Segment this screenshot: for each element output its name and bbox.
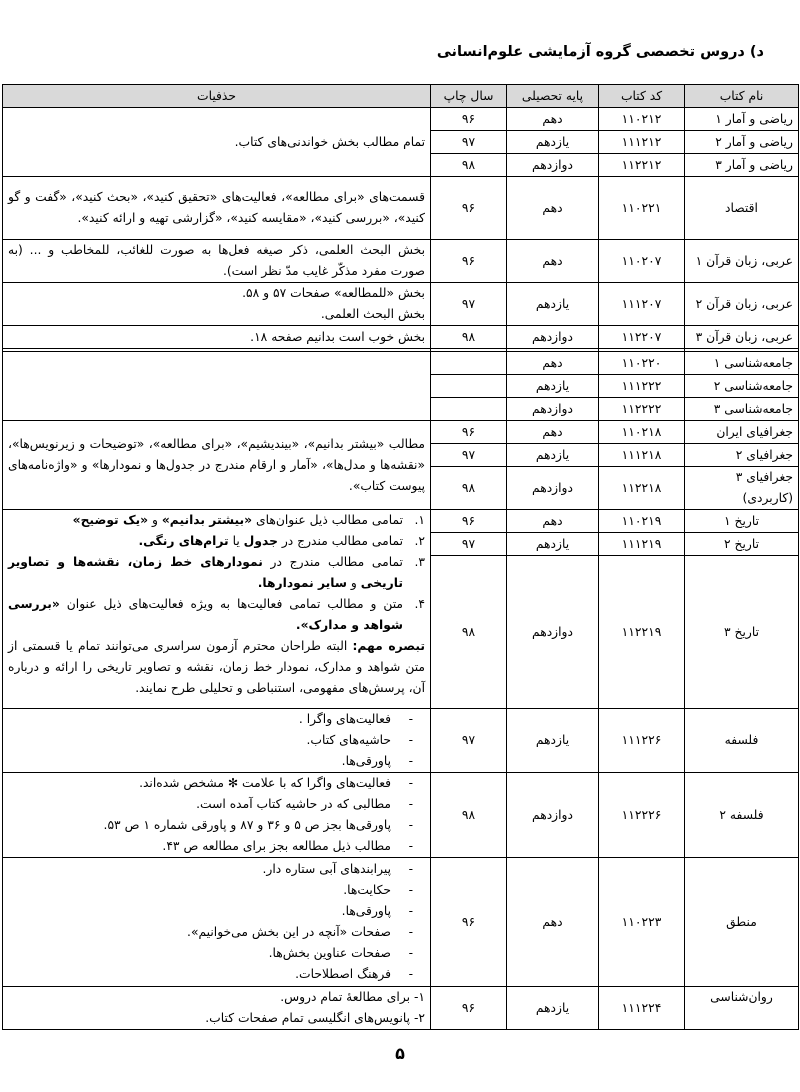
book-name: تاریخ ۲	[685, 533, 799, 556]
table-row	[3, 421, 799, 444]
book-code: ۱۱۰۲۱۲	[599, 108, 685, 131]
book-code: ۱۱۰۲۲۳	[599, 858, 685, 987]
table-row	[3, 987, 799, 1030]
book-name: فلسفه	[685, 709, 799, 773]
book-code: ۱۱۰۲۲۱	[599, 177, 685, 240]
table-row	[3, 510, 799, 533]
list-item: تمامی مطالب مندرج در جدول یا ترام‌های رنگی.	[138, 534, 403, 548]
book-name: جغرافیای ۲	[685, 444, 799, 467]
deletions-cell: بخش خوب است بدانیم صفحه ۱۸.	[3, 326, 431, 349]
deletions-cell	[3, 987, 431, 1030]
deletions-cell	[3, 352, 431, 421]
deletions-cell	[3, 283, 431, 326]
deletion-list	[8, 773, 425, 857]
header-book-name: نام کتاب	[685, 85, 799, 108]
list-item: - پاورقی‌ها.	[8, 751, 391, 772]
grade: دوازدهم	[507, 154, 599, 177]
deletions-cell: مطالب «بیشتر بدانیم»، «بیندیشیم»، «برای مطالعه»، «توضیحات و زیرنویس‌ها»، «نقشه‌ها و مدل‌ها»، «آمار و ارقام مندرج در جدول‌ها و نمودارها» و «واژه‌نامه‌های پیوست کتاب».	[3, 421, 431, 510]
print-year	[431, 352, 507, 375]
deletion-line: بخش «للمطالعه» صفحات ۵۷ و ۵۸.	[242, 286, 425, 300]
deletions-cell	[3, 709, 431, 773]
book-name: فلسفه ۲	[685, 773, 799, 858]
book-code: ۱۱۲۲۱۹	[599, 556, 685, 709]
book-name: عربی، زبان قرآن ۱	[685, 240, 799, 283]
print-year: ۹۷	[431, 533, 507, 556]
list-item: - صفحات عناوین بخش‌ها.	[8, 943, 391, 964]
print-year: ۹۸	[431, 556, 507, 709]
grade: یازدهم	[507, 283, 599, 326]
print-year	[431, 375, 507, 398]
print-year: ۹۶	[431, 421, 507, 444]
book-code: ۱۱۱۲۲۲	[599, 375, 685, 398]
section-title: د) دروس تخصصی گروه آزمایشی علوم‌انسانی	[436, 44, 764, 60]
header-print-year: سال چاپ	[431, 85, 507, 108]
book-name: اقتصاد	[685, 177, 799, 240]
grade: یازدهم	[507, 444, 599, 467]
grade: دهم	[507, 108, 599, 131]
book-code: ۱۱۱۲۱۲	[599, 131, 685, 154]
book-name: جغرافیای ایران	[685, 421, 799, 444]
print-year: ۹۷	[431, 709, 507, 773]
deletion-line: بخش البحث العلمی.	[320, 307, 425, 321]
list-item: - فعالیت‌های واگرا که با علامت ✻ مشخص شده‌اند.	[8, 773, 391, 794]
book-code: ۱۱۱۲۱۸	[599, 444, 685, 467]
print-year: ۹۶	[431, 987, 507, 1030]
book-code: ۱۱۱۲۲۶	[599, 709, 685, 773]
deletions-cell	[3, 773, 431, 858]
book-code: ۱۱۲۲۰۷	[599, 326, 685, 349]
list-item: - صفحات «آنچه در این بخش می‌خوانیم».	[8, 922, 391, 943]
book-code: ۱۱۲۲۲۲	[599, 398, 685, 421]
list-item: - مطالب ذیل مطالعه بجز برای مطالعه ص ۴۳.	[8, 836, 391, 857]
table-row	[3, 773, 799, 858]
list-item: - حاشیه‌های کتاب.	[8, 730, 391, 751]
book-name: منطق	[685, 858, 799, 987]
deletion-line: ۱- برای مطالعهٔ تمام دروس.	[280, 990, 425, 1004]
book-code: ۱۱۱۲۱۹	[599, 533, 685, 556]
print-year: ۹۶	[431, 240, 507, 283]
deletion-line: ۲- پانویس‌های انگلیسی تمام صفحات کتاب.	[205, 1011, 425, 1025]
book-name: تاریخ ۱	[685, 510, 799, 533]
deletions-table	[2, 84, 799, 1030]
book-code: ۱۱۱۲۰۷	[599, 283, 685, 326]
print-year: ۹۶	[431, 177, 507, 240]
important-note: تبصره مهم: البته طراحان محترم آزمون سراسری می‌توانند تمام یا قسمتی از متن شواهد و مدارک، نمودار خط زمان، نقشه و تصاویر تاریخی را ارائه و درباره آن، پرسش‌های مفهومی، استنباطی و تحلیلی طرح نمایند.	[8, 639, 425, 695]
book-name: جغرافیای ۳ (کاربردی)	[685, 467, 799, 510]
grade: دهم	[507, 858, 599, 987]
book-name: عربی، زبان قرآن ۲	[685, 283, 799, 326]
book-name: جامعه‌شناسی ۱	[685, 352, 799, 375]
deletions-cell	[3, 858, 431, 987]
table-row	[3, 352, 799, 375]
table-row	[3, 240, 799, 283]
list-item: - پاورقی‌ها بجز ص ۵ و ۳۶ و ۸۷ و پاورقی شماره ۱ ص ۵۳.	[8, 815, 391, 836]
grade: یازدهم	[507, 987, 599, 1030]
header-deletions: حذفیات	[3, 85, 431, 108]
book-code: ۱۱۱۲۲۴	[599, 987, 685, 1030]
deletions-cell: تمام مطالب بخش خواندنی‌های کتاب.	[3, 108, 431, 177]
print-year: ۹۸	[431, 773, 507, 858]
grade: دهم	[507, 510, 599, 533]
book-code: ۱۱۰۲۰۷	[599, 240, 685, 283]
list-item: تمامی مطالب مندرج در نمودارهای خط زمان، نقشه‌ها و تصاویر تاریخی و سایر نمودارها.	[8, 555, 403, 590]
book-code: ۱۱۰۲۱۸	[599, 421, 685, 444]
note-label: تبصره مهم:	[352, 639, 425, 653]
print-year	[431, 398, 507, 421]
grade: دوازدهم	[507, 773, 599, 858]
book-name: ریاضی و آمار ۱	[685, 108, 799, 131]
deletion-list	[8, 859, 425, 985]
print-year: ۹۷	[431, 444, 507, 467]
list-item: - پیرابندهای آبی ستاره دار.	[8, 859, 391, 880]
deletions-cell: بخش البحث العلمی، ذکر صیغه فعل‌ها به صورت للغائب، للمخاطب و ... (به صورت مفرد مذکّر غایب مدّ نظر است).	[3, 240, 431, 283]
print-year: ۹۷	[431, 131, 507, 154]
grade: دوازدهم	[507, 326, 599, 349]
tarikh-deletion-list	[8, 510, 425, 636]
grade: یازدهم	[507, 375, 599, 398]
deletions-cell: قسمت‌های «برای مطالعه»، فعالیت‌های «تحقیق کنید»، «بحث کنید»، «گفت و گو کنید»، «بررسی کنید»، «مقایسه کنید»، «گزارشی تهیه و ارائه کنید».	[3, 177, 431, 240]
book-name: تاریخ ۳	[685, 556, 799, 709]
book-code: ۱۱۲۲۱۲	[599, 154, 685, 177]
book-code: ۱۱۰۲۱۹	[599, 510, 685, 533]
grade: دهم	[507, 177, 599, 240]
table-row	[3, 858, 799, 987]
table-row	[3, 177, 799, 240]
page-number: ۵	[395, 1044, 405, 1063]
grade: دهم	[507, 240, 599, 283]
list-item: متن و مطالب تمامی فعالیت‌ها به ویژه فعالیت‌های ذیل عنوان «بررسی شواهد و مدارک».	[8, 597, 403, 632]
print-year: ۹۸	[431, 467, 507, 510]
book-name: ریاضی و آمار ۳	[685, 154, 799, 177]
list-item: - فرهنگ اصطلاحات.	[8, 964, 391, 985]
print-year: ۹۷	[431, 283, 507, 326]
table-row	[3, 326, 799, 349]
list-item: تمامی مطالب ذیل عنوان‌های «بیشتر بدانیم» و «یک توضیح»	[72, 513, 403, 527]
grade: دوازدهم	[507, 556, 599, 709]
book-name: روان‌شناسی	[685, 987, 799, 1030]
table-row	[3, 709, 799, 773]
book-name: ریاضی و آمار ۲	[685, 131, 799, 154]
grade: دوازدهم	[507, 398, 599, 421]
print-year: ۹۶	[431, 108, 507, 131]
grade: یازدهم	[507, 533, 599, 556]
deletion-list	[8, 709, 425, 772]
book-name: عربی، زبان قرآن ۳	[685, 326, 799, 349]
table-row	[3, 283, 799, 326]
grade: دهم	[507, 352, 599, 375]
book-code: ۱۱۰۲۲۰	[599, 352, 685, 375]
list-item: - مطالبی که در حاشیه کتاب آمده است.	[8, 794, 391, 815]
grade: دوازدهم	[507, 467, 599, 510]
header-grade: پایه تحصیلی	[507, 85, 599, 108]
print-year: ۹۶	[431, 510, 507, 533]
table-header-row	[3, 85, 799, 108]
header-book-code: کد کتاب	[599, 85, 685, 108]
table-row	[3, 108, 799, 131]
list-item: - فعالیت‌های واگرا .	[8, 709, 391, 730]
grade: دهم	[507, 421, 599, 444]
grade: یازدهم	[507, 709, 599, 773]
print-year: ۹۸	[431, 154, 507, 177]
print-year: ۹۸	[431, 326, 507, 349]
book-name: جامعه‌شناسی ۲	[685, 375, 799, 398]
deletions-cell	[3, 510, 431, 709]
book-code: ۱۱۲۲۱۸	[599, 467, 685, 510]
list-item: - حکایت‌ها.	[8, 880, 391, 901]
print-year: ۹۶	[431, 858, 507, 987]
book-name: جامعه‌شناسی ۳	[685, 398, 799, 421]
book-code: ۱۱۲۲۲۶	[599, 773, 685, 858]
list-item: - پاورقی‌ها.	[8, 901, 391, 922]
grade: یازدهم	[507, 131, 599, 154]
